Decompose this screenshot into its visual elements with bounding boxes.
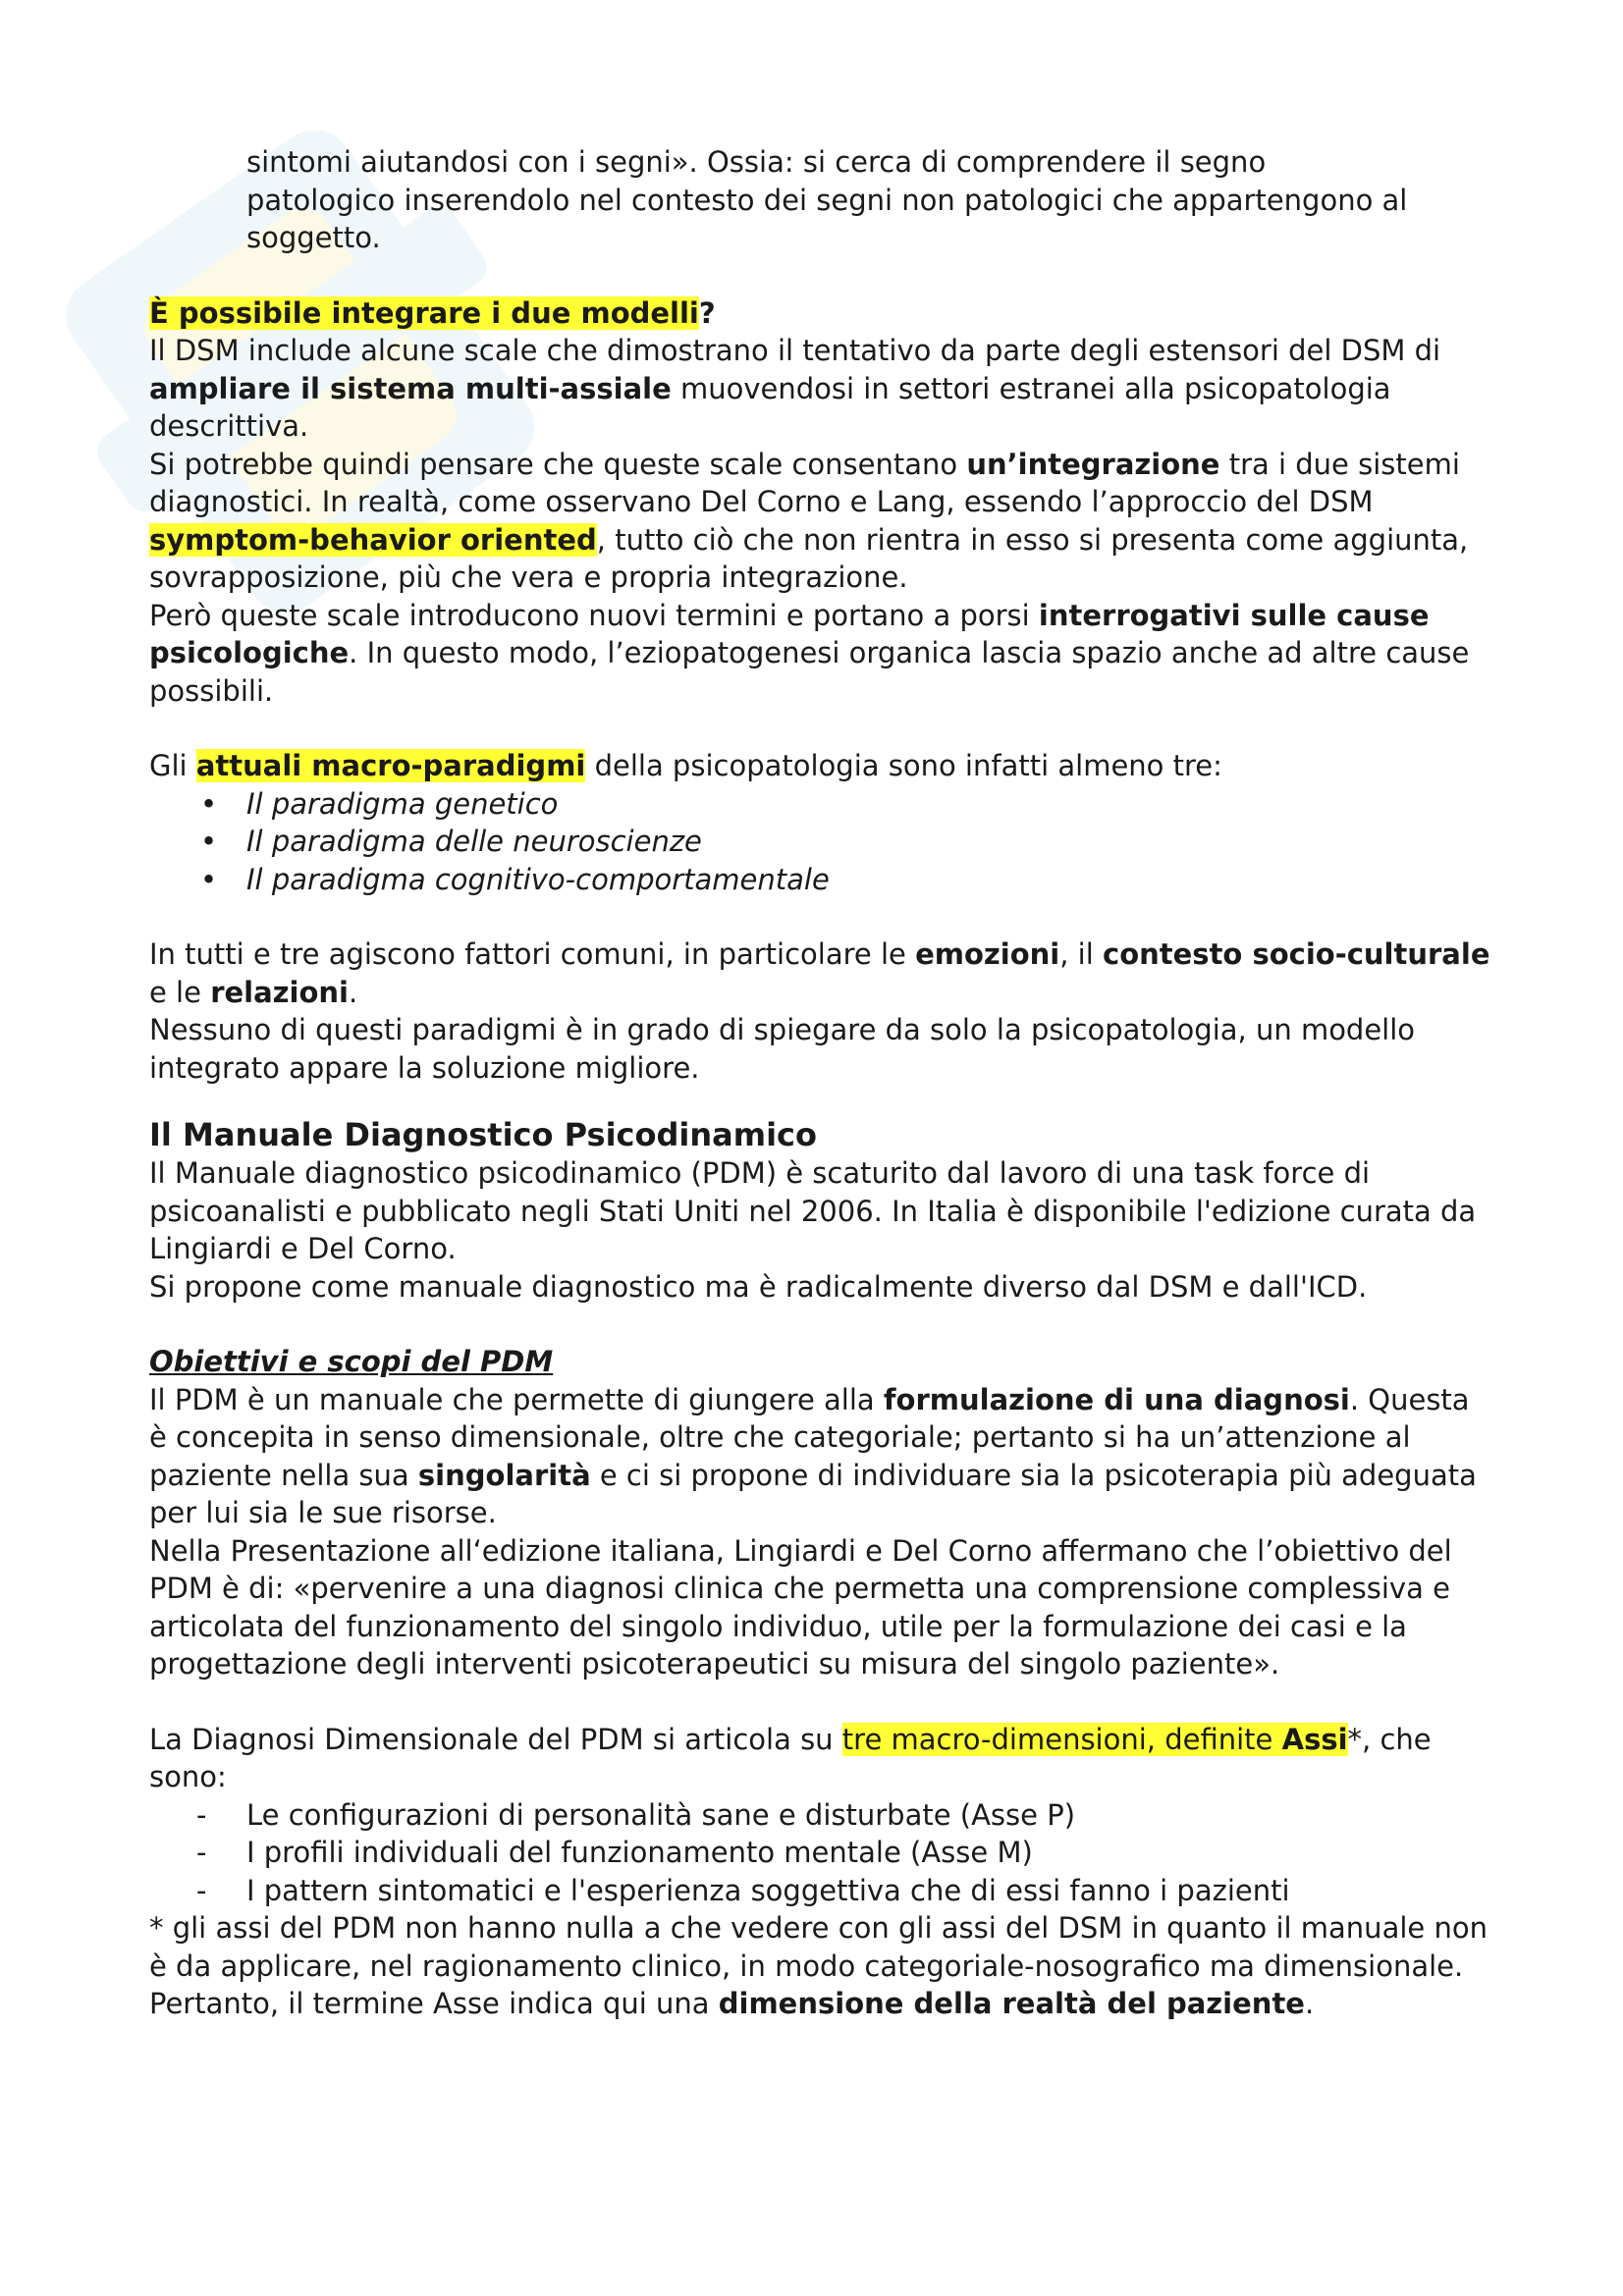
integration-heading-end: ? xyxy=(698,295,716,330)
text-line: patologico inserendolo nel contesto dei segni non patologici che appartengono al xyxy=(246,183,1408,217)
list-item xyxy=(149,823,1494,861)
text-run: Il PDM è un manuale che permette di giungere alla xyxy=(149,1382,884,1416)
pdm-paragraph-1: Il Manuale diagnostico psicodinamico (PDM) è scaturito dal lavoro di una task force di psicoanalisti e pubblicato negli Stati Uniti nel 2006. In Italia è disponibile l'edizione curata da Lingiardi e Del Corno. xyxy=(149,1156,1477,1265)
list-item-text: Il paradigma genetico xyxy=(246,786,559,821)
list-item-text: Il paradigma delle neuroscienze xyxy=(246,825,702,858)
footnote xyxy=(149,1909,1494,2023)
paradigms-paragraph-1 xyxy=(149,935,1494,1011)
highlighted-term: tre macro-dimensioni, definite xyxy=(841,1722,1282,1756)
text-run: Si potrebbe quindi pensare che queste scale consentano xyxy=(149,447,967,481)
section-title: Il Manuale Diagnostico Psicodinamico xyxy=(149,1116,817,1153)
list-item-text: Il paradigma cognitivo-comportamentale xyxy=(246,862,830,896)
bullet-icon: • xyxy=(200,786,218,821)
pdm-paragraph-4: Nella Presentazione all‘edizione italiana, Lingiardi e Del Corno affermano che l’obiettivo del PDM è di: «pervenire a una diagnosi clinica che permetta una comprensione complessiva e articolata del funzionamento del singolo individuo, utile per la formulazione dei casi e la progettazione degli interventi psicoterapeutici su misura del singolo paziente». xyxy=(149,1533,1452,1681)
text-run: . xyxy=(349,975,358,1009)
text-run: *, che sono: xyxy=(149,1722,1432,1793)
paradigms-intro xyxy=(149,747,1494,785)
text-run: . Questa è concepita in senso dimensionale, oltre che categoriale; pertanto si ha un’attenzione al paziente nella sua xyxy=(149,1382,1470,1492)
text-run: Gli xyxy=(149,749,196,782)
text-run: e le xyxy=(149,975,211,1009)
paradigms-paragraph-2: Nessuno di questi paradigmi è in grado di spiegare da solo la psicopatologia, un modello integrato appare la soluzione migliore. xyxy=(149,1013,1416,1085)
list-item xyxy=(149,1872,1494,1910)
subsection-title-text: Obiettivi e scopi del PDM xyxy=(149,1345,554,1378)
list-item xyxy=(149,861,1494,899)
bold-term: singolarità xyxy=(417,1458,591,1492)
highlighted-term: attuali macro-paradigmi xyxy=(195,749,586,782)
bold-term: contesto socio-culturale xyxy=(1103,937,1490,971)
integration-paragraph-3 xyxy=(149,597,1494,711)
text-run: , tutto ciò che non rientra in esso si presenta come aggiunta, sovrapposizione, più che vera e propria integrazione. xyxy=(149,522,1469,594)
text-run: muovendosi in settori estranei alla psicopatologia descrittiva. xyxy=(149,371,1391,443)
dash-icon: - xyxy=(196,1797,207,1832)
highlighted-term: symptom-behavior oriented xyxy=(149,522,597,557)
text-line: soggetto. xyxy=(246,221,381,254)
text-run: . xyxy=(1304,1987,1315,2020)
text-run: La Diagnosi Dimensionale del PDM si articola su xyxy=(149,1722,842,1756)
text-run: . In questo modo, l’eziopatogenesi organica lascia spazio anche ad altre cause possibili. xyxy=(149,636,1470,708)
integration-heading xyxy=(149,294,1494,333)
text-run: della psicopatologia sono infatti almeno tre: xyxy=(585,749,1222,782)
list-item-text: Le configurazioni di personalità sane e disturbate (Asse P) xyxy=(246,1797,1076,1832)
list-item xyxy=(149,1834,1494,1872)
bold-term: emozioni xyxy=(915,937,1060,971)
integration-paragraph-2 xyxy=(149,446,1494,597)
bullet-icon: • xyxy=(200,825,218,858)
bold-term: un’integrazione xyxy=(966,447,1220,481)
paradigms-list xyxy=(149,785,1494,899)
text-run: * gli assi del PDM non hanno nulla a che vedere con gli assi del DSM in quanto il manuale non è da applicare, nel ragionamento clinico, in modo categoriale-nosografico ma dimensionale. Pertanto, il termine Asse indica qui una xyxy=(149,1911,1488,2020)
text-run: tra i due sistemi diagnostici. In realtà, come osservano Del Corno e Lang, essendo l’approccio del DSM xyxy=(149,447,1460,518)
dash-icon: - xyxy=(196,1873,207,1907)
document-page xyxy=(149,143,1494,2023)
bullet-icon: • xyxy=(200,862,218,896)
text-run: Il DSM include alcune scale che dimostrano il tentativo da parte degli estensori del DSM di xyxy=(149,334,1441,367)
bold-term: relazioni xyxy=(210,975,349,1009)
bold-term: interrogativi sulle cause psicologiche xyxy=(149,598,1430,669)
integration-paragraph-1 xyxy=(149,332,1494,446)
pdm-paragraph-3 xyxy=(149,1381,1494,1532)
axes-list xyxy=(149,1796,1494,1910)
integration-heading-text: È possibile integrare i due modelli xyxy=(149,295,699,330)
list-item xyxy=(149,785,1494,824)
dash-icon: - xyxy=(196,1836,207,1869)
highlighted-bold-term: Assi xyxy=(1281,1722,1348,1756)
list-item xyxy=(149,1796,1494,1835)
bold-term: ampliare il sistema multi-assiale xyxy=(149,371,672,405)
text-line: sintomi aiutandosi con i segni». Ossia: si cerca di comprendere il segno xyxy=(246,145,1267,179)
intro-paragraph xyxy=(149,143,1494,257)
text-run: In tutti e tre agiscono fattori comuni, in particolare le xyxy=(149,937,916,971)
bold-term: dimensione della realtà del paziente xyxy=(718,1987,1305,2020)
text-run: Però queste scale introducono nuovi termini e portano a porsi xyxy=(149,598,1039,632)
list-item-text: I profili individuali del funzionamento mentale (Asse M) xyxy=(246,1836,1033,1869)
subsection-title xyxy=(149,1343,1494,1381)
pdm-paragraph-5 xyxy=(149,1721,1494,1796)
pdm-paragraph-2: Si propone come manuale diagnostico ma è radicalmente diverso dal DSM e dall'ICD. xyxy=(149,1269,1368,1304)
text-run: e ci si propone di individuare sia la psicoterapia più adeguata per lui sia le sue risorse. xyxy=(149,1458,1477,1529)
bold-term: formulazione di una diagnosi xyxy=(883,1382,1350,1416)
text-run: , il xyxy=(1059,937,1104,971)
list-item-text: I pattern sintomatici e l'esperienza soggettiva che di essi fanno i pazienti xyxy=(246,1873,1290,1907)
